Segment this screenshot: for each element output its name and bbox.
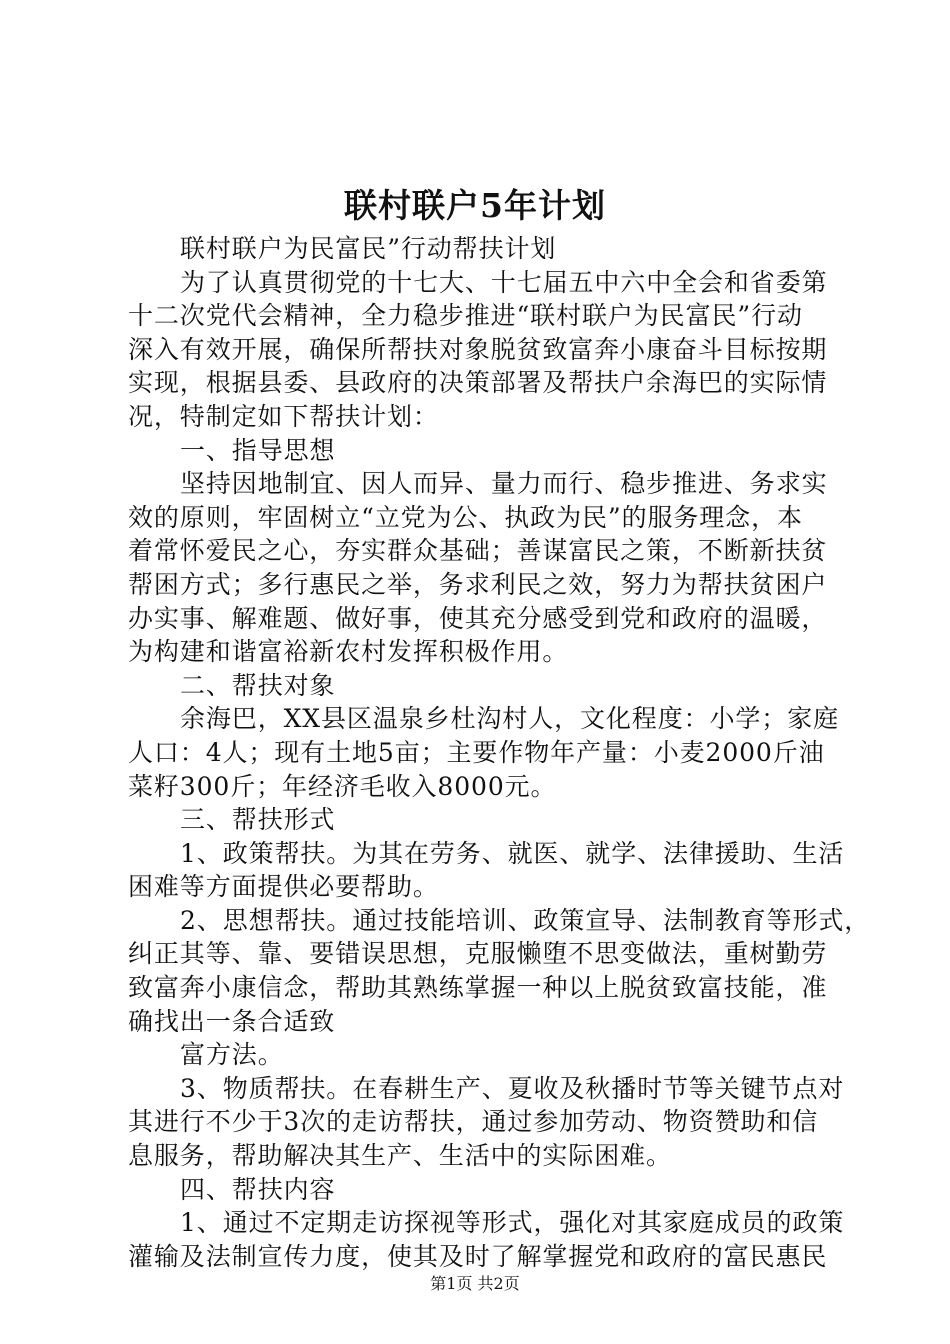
text-line: 二、帮扶对象 (180, 670, 336, 700)
text-line: 3、物质帮扶。在春耕生产、夏收及秋播时节等关键节点对 (180, 1073, 845, 1103)
page-footer: 第1页 共2页 (430, 1274, 520, 1293)
text-line: 着常怀爱民之心，夯实群众基础；善谋富民之策，不断新扶贫 (128, 536, 828, 566)
text-line: 1、通过不定期走访探视等形式，强化对其家庭成员的政策 (180, 1208, 845, 1238)
text-line: 困难等方面提供必要帮助。 (128, 872, 439, 902)
text-line: 三、帮扶形式 (180, 805, 336, 835)
text-line: 余海巴，XX县区温泉乡杜沟村人，文化程度：小学；家庭 (180, 704, 839, 734)
text-line: 办实事、解难题、做好事，使其充分感受到党和政府的温暖， (128, 603, 828, 633)
text-line: 况，特制定如下帮扶计划： (128, 401, 439, 431)
text-line: 息服务，帮助解决其生产、生活中的实际困难。 (128, 1141, 672, 1171)
text-line: 菜籽300斤；年经济毛收入8000元。 (128, 771, 557, 801)
document-body (128, 232, 871, 1273)
text-line: 为构建和谐富裕新农村发挥积极作用。 (128, 637, 569, 667)
text-line: 实现，根据县委、县政府的决策部署及帮扶户余海巴的实际情 (128, 368, 828, 398)
text-line: 深入有效开展，确保所帮扶对象脱贫致富奔小康奋斗目标按期 (128, 334, 828, 364)
text-line: 富方法。 (180, 1040, 284, 1070)
text-line: 灌输及法制宣传力度，使其及时了解掌握党和政府的富民惠民 (128, 1241, 828, 1271)
text-line: 2、思想帮扶。通过技能培训、政策宣导、法制教育等形式， (180, 905, 871, 935)
text-line: 十二次党代会精神，全力稳步推进“联村联户为民富民”行动 (128, 301, 803, 331)
text-line: 帮困方式；多行惠民之举，务求利民之效，努力为帮扶贫困户 (128, 569, 828, 599)
text-line: 1、政策帮扶。为其在劳务、就医、就学、法律援助、生活 (180, 838, 845, 868)
text-line: 其进行不少于3次的走访帮扶，通过参加劳动、物资赞助和信 (128, 1107, 819, 1137)
text-line: 联村联户为民富民”行动帮扶计划 (180, 234, 557, 263)
text-line: 效的原则，牢固树立“立党为公、执政为民”的服务理念，本 (128, 502, 803, 532)
text-line: 纠正其等、靠、要错误思想，克服懒堕不思变做法，重树勤劳 (128, 939, 828, 969)
text-line: 为了认真贯彻党的十七大、十七届五中六中全会和省委第 (180, 267, 828, 297)
text-line: 确找出一条合适致 (128, 1006, 336, 1036)
text-line: 四、帮扶内容 (180, 1174, 336, 1204)
text-line: 一、指导思想 (180, 435, 336, 465)
text-line: 人口：4人；现有土地5亩；主要作物年产量：小麦2000斤油 (128, 737, 825, 767)
text-line: 致富奔小康信念，帮助其熟练掌握一种以上脱贫致富技能，准 (128, 973, 828, 1003)
document-title: 联村联户5年计划 (344, 186, 606, 225)
text-line: 坚持因地制宜、因人而异、量力而行、稳步推进、务求实 (180, 469, 828, 499)
